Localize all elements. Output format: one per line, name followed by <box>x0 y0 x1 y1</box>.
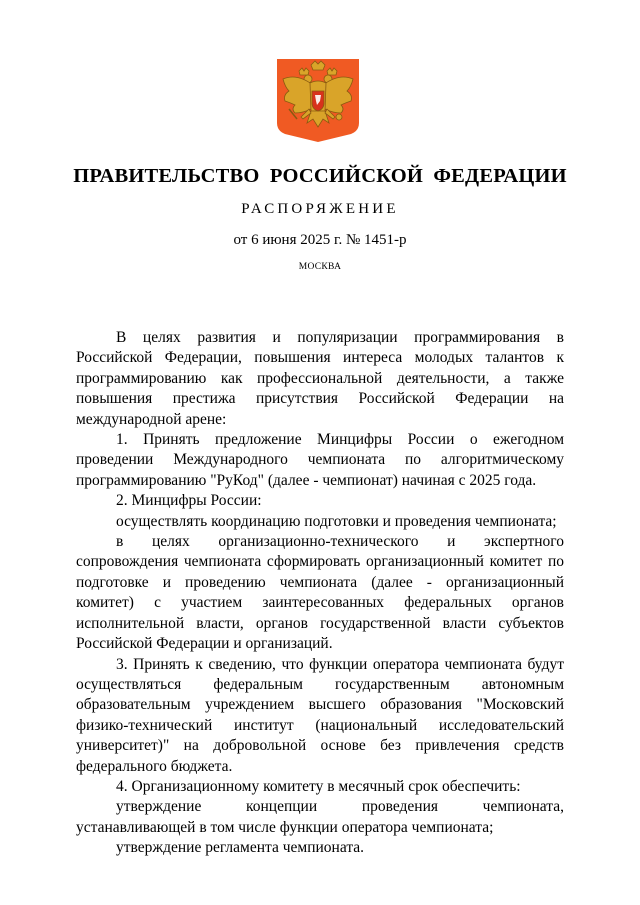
paragraph-item-4-regulations: утверждение регламента чемпионата. <box>116 839 365 857</box>
document-type: РАСПОРЯЖЕНИЕ <box>241 201 399 217</box>
government-title: ПРАВИТЕЛЬСТВО РОССИЙСКОЙ ФЕДЕРАЦИИ <box>73 165 567 187</box>
document-body <box>76 328 564 859</box>
paragraph-item-2-coordination: осуществлять координацию подготовки и проведения чемпионата; <box>116 512 557 530</box>
paragraph-item-2-committee: в целях организационно-технического и экспертного сопровождения чемпионата сформировать организационный комитет по подготовке и проведению чемпионата (далее - организационный комитет) с участием заинтересованных федеральных органов исполнительной власти, органов государственной власти субъектов Российской Федерации и организаций. <box>76 533 564 653</box>
russian-coat-of-arms-icon <box>275 57 361 143</box>
paragraph-preamble: В целях развития и популяризации программирования в Российской Федерации, повышения интереса молодых талантов к программированию как профессиональной деятельности, а также повышения престижа присутствия Российской Федерации на международной арене: <box>76 329 564 428</box>
paragraph-item-1: 1. Принять предложение Минцифры России о ежегодном проведении Международного чемпионата по алгоритмическому программированию "РуКод" (далее - чемпионат) начиная с 2025 года. <box>76 431 564 489</box>
paragraph-item-3: 3. Принять к сведению, что функции оператора чемпионата будут осуществляться федеральным государственным автономным образовательным учреждением высшего образования "Московский физико-технический институт (национальный исследовательский университет)" на добровольной основе без привлечения средств федерального бюджета. <box>76 655 564 775</box>
document-place: МОСКВА <box>298 262 342 272</box>
document-date-number: от 6 июня 2025 г. № 1451-р <box>233 232 407 248</box>
paragraph-item-4-concept: утверждение концепции проведения чемпионата, устанавливающей в том числе функции оператора чемпионата; <box>76 798 564 836</box>
paragraph-item-4: 4. Организационному комитету в месячный срок обеспечить: <box>116 777 521 795</box>
paragraph-item-2: 2. Минцифры России: <box>116 492 262 510</box>
